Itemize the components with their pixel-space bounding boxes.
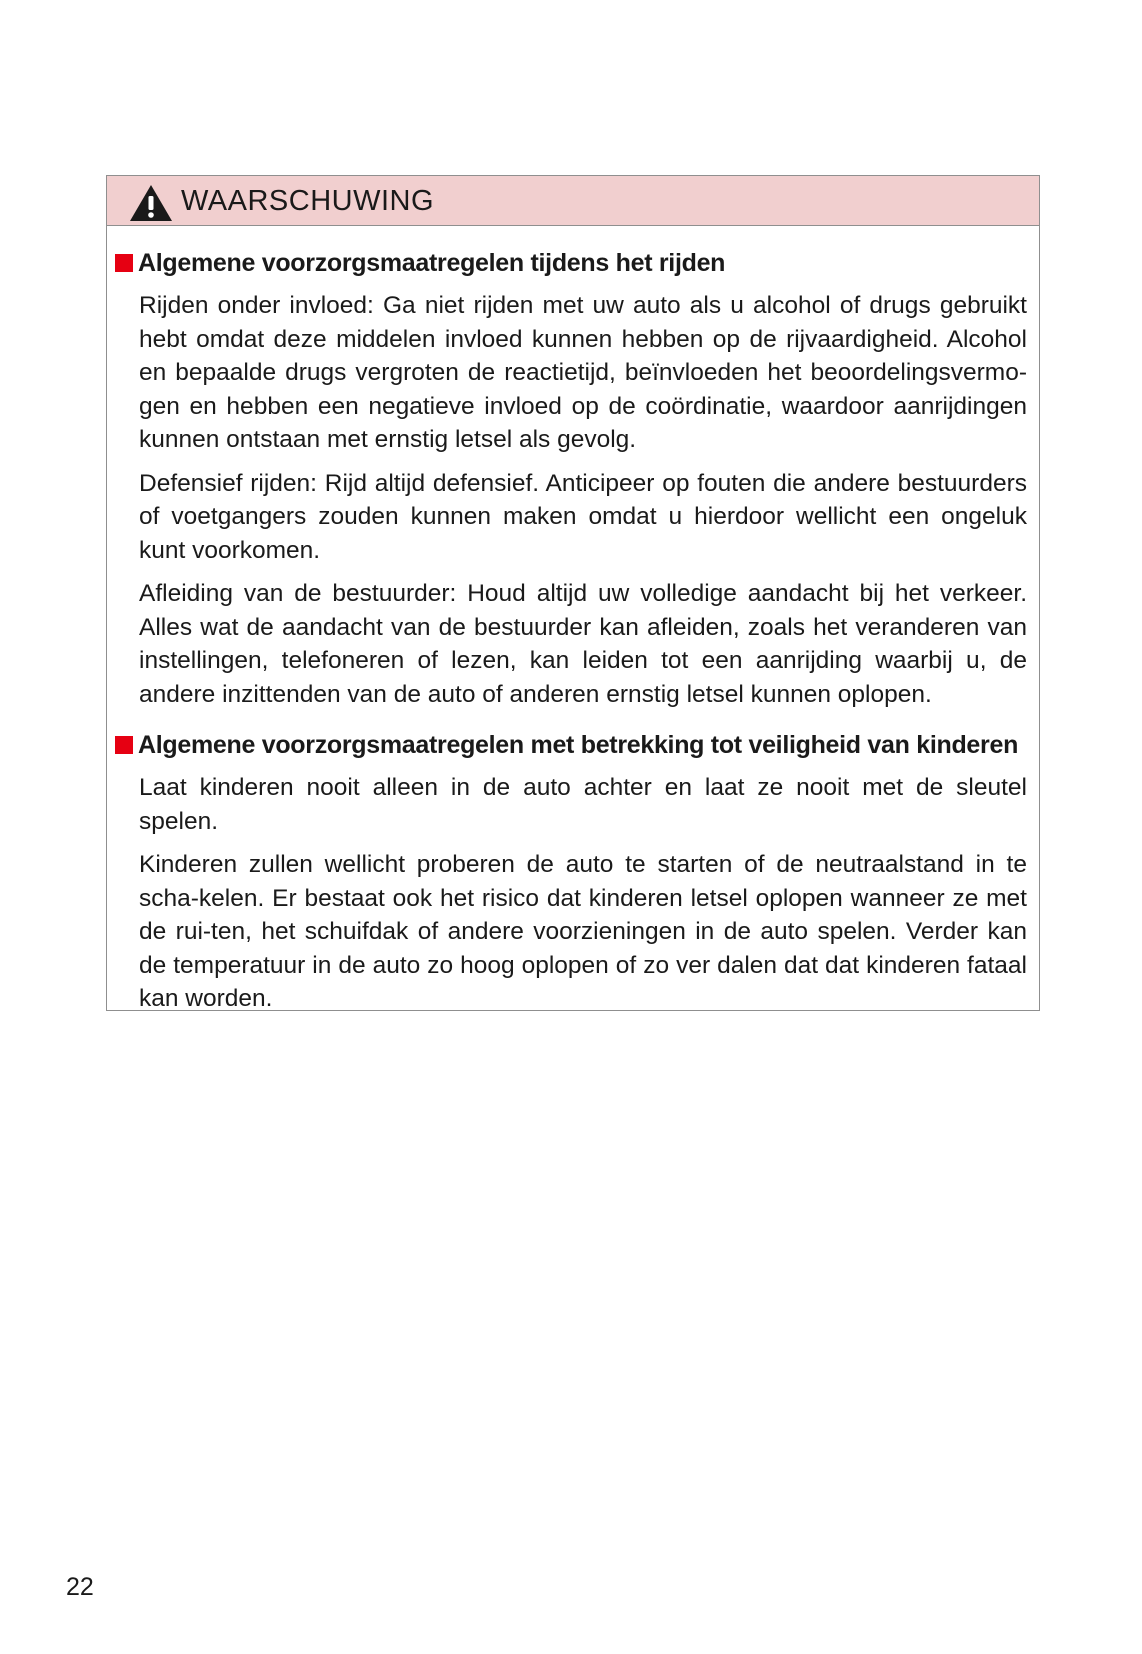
warning-triangle-icon — [129, 184, 173, 222]
paragraph-children-risks: Kinderen zullen wellicht proberen de auto te starten of de neutraalstand in te scha-kelen. Er bestaat ook het risico dat kinderen letsel oplopen wanneer ze met de rui-ten, het schuifdak of andere voorzieningen in de auto spelen. Verder kan de temperatuur in de auto zo hoog oplopen of zo ver dalen dat dat kinderen fataal kan worden. — [139, 851, 1027, 1012]
paragraph-defensive-driving: Defensief rijden: Rijd altijd defensief. Anticipeer op fouten die andere bestuurders of voetgangers zouden kunnen maken omdat u hierdoor wellicht een ongeluk kunt voorkomen. — [139, 469, 1027, 564]
warning-title: WAARSCHUWING — [181, 185, 435, 217]
paragraph-driving-under-influence: Rijden onder invloed: Ga niet rijden met uw auto als u alcohol of drugs gebruikt hebt omdat deze middelen invloed kunnen hebben op de rijvaardigheid. Alcohol en bepaalde drugs vergroten de reactietijd, beïnvloeden het beoordelingsvermo-gen en hebben een negatieve invloed op de coördinatie, waardoor aanrijdingen kunnen ontstaan met ernstig letsel als gevolg. — [139, 292, 1027, 453]
section-heading — [107, 247, 1039, 279]
section-heading-text: Algemene voorzorgsmaatregelen tijdens het rijden — [138, 249, 726, 277]
section-heading — [107, 729, 1039, 761]
page-number: 22 — [66, 1573, 94, 1601]
paragraph-children-alone: Laat kinderen nooit alleen in de auto achter en laat ze nooit met de sleutel spelen. — [139, 774, 1027, 835]
red-square-bullet-icon — [115, 254, 133, 272]
section-child-safety — [107, 729, 1039, 1016]
section-heading-text: Algemene voorzorgsmaatregelen met betrekking tot veiligheid van kinderen — [138, 731, 1019, 759]
section-driving-precautions — [107, 247, 1039, 711]
warning-header — [107, 176, 1039, 226]
warning-box — [106, 175, 1040, 1011]
red-square-bullet-icon — [115, 736, 133, 754]
paragraph-driver-distraction: Afleiding van de bestuurder: Houd altijd uw volledige aandacht bij het verkeer. Alles wat de aandacht van de bestuurder kan afleiden, zoals het veranderen van instellingen, telefoneren of lezen, kan leiden tot een aanrijding waarbij u, de andere inzittenden van de auto of anderen ernstig letsel kunnen oplopen. — [139, 580, 1027, 708]
